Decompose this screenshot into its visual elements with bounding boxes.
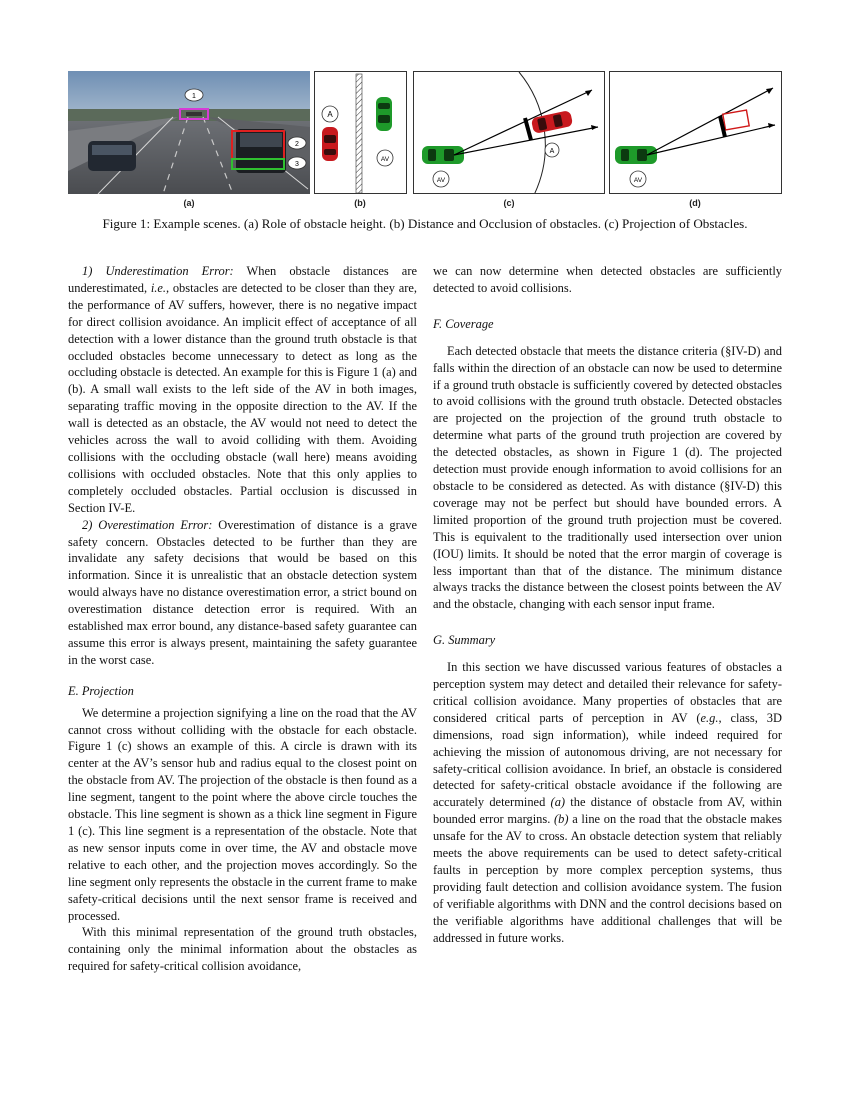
summary-paragraph: In this section we have discussed various features of obstacles a perception system may detect and detailed their relevance for safety-critical collision avoidance. Many properties of obstacles that are considered critical parts of perception in AV (e.g., class, 3D dimensions, road sign information), while indeed required for achieving the mission of autonomous driving, are not necessary for safety-critical collision avoidance. In brief, an obstacle is considered detected for safety-critical obstacle avoidance if the following are accurately determined (a) the distance of obstacle from AV, within bounded error margins. (b) a line on the road that the obstacle makes unsafe for the AV to cross. An obstacle detection system that reliably meets the above requirements can be used to detect safety-critical faults in perception by more complex perception systems, thus providing fault detection and collision avoidance system. The fusion of verifiable algorithms with DNN and the control decisions based on the verifiable algorithms have additional challenges that will be addressed in future works. <box>433 660 782 945</box>
underestimation-paragraph: 1) Underestimation Error: When obstacle distances are underestimated, i.e., obstacles are detected to be closer than they are, the performance of AV suffers, however, there is no negative impact for direct collision avoidance. An implicit effect of acceptance of all detection with a lower distance than the ground truth obstacle is that occluded obstacles become unnecessary to detect as long as the occluding obstacle is detected. An example for this is Figure 1 (a) and (b). A small wall exists to the left side of the AV in both images, separating traffic moving in the opposite direction to the AV. If the wall is detected as an obstacle, the AV would not need to detect the vehicles across the wall to avoid colliding with them. Avoiding collisions with the occluding obstacle (wall here) means avoiding collisions with occluded obstacles. Note that this only applies to completely occluded obstacles. Partial occlusion is discussed in Section IV-E. <box>68 264 417 515</box>
marker-av: AV <box>436 177 446 184</box>
marker-a: A <box>327 110 333 119</box>
figure-panel-d <box>609 71 782 194</box>
panel-label-d: (d) <box>689 198 701 208</box>
figure-caption: Figure 1: Example scenes. (a) Role of obstacle height. (b) Distance and Occlusion of obstacles. (c) Projection of Obstacles. <box>102 216 748 231</box>
coverage-paragraph: Each detected obstacle that meets the distance criteria (§IV-D) and falls within the direction of an obstacle can now be used to determine if a ground truth obstacle is sufficiently covered by detected obstacles to avoid collisions with the ground truth obstacle. Detected obstacles are projected on the projection of the ground truth obstacle to determine what parts of the ground truth projection are covered by the detected obstacles, as shown in Figure 1 (d). The projected detection must provide enough information to avoid collisions for an obstacle to be considered as detected. As with distance (§IV-D) this coverage may not be perfect but should have bounded errors. A limited proportion of the ground truth projection must be covered. This is equivalent to the traditionally used intersection over union (IOU) limits. It should be noted that the error margin of coverage is less important than that of the distance. The minimum distance always tracks the distance between the closest points between the AV and the obstacle, changing with each sensor input frame. <box>433 343 782 612</box>
section-heading-summary: G. Summary <box>433 633 496 648</box>
red-car-icon <box>531 110 573 134</box>
marker-av: AV <box>380 156 390 163</box>
projection-paragraph-2: With this minimal representation of the ground truth obstacles, containing only the minimal information about the obstacles as required for safety-critical collision avoidance, <box>68 925 417 974</box>
left-column <box>68 263 417 975</box>
red-car-icon <box>322 127 338 161</box>
coverage-diagram <box>610 72 782 194</box>
underestimation-title: 1) Underestimation Error: <box>82 264 234 278</box>
projection-diagram <box>414 72 605 194</box>
overestimation-title: 2) Overestimation Error: <box>82 517 213 532</box>
panel-label-c: (c) <box>503 198 515 208</box>
marker-av: AV <box>633 177 643 184</box>
green-car-icon <box>615 146 657 164</box>
overestimation-paragraph: 2) Overestimation Error: Overestimation of distance is a grave safety concern. Obstacles detected to be further than they are invalidate any safety decisions that would be based on this information. Since it is unrealistic that an obstacle detection system would always have no distance overestimation error, a strict bound on overestimation distance detection error is required. With an established max error bound, any distance-based safety guarantee can assume this error is always present, maintaining the safety guarantee in the worst case. <box>68 517 417 667</box>
figure-panel-a <box>68 71 310 194</box>
green-car-icon <box>422 146 464 164</box>
panel-label-a: (a) <box>183 198 195 208</box>
panel-label-b: (b) <box>354 198 366 208</box>
green-car-icon <box>376 97 392 131</box>
figure-panel-c <box>413 71 605 194</box>
continued-paragraph: we can now determine when detected obstacles are sufficiently detected to avoid collisions. <box>433 264 782 295</box>
wall-occlusion-diagram <box>315 72 407 194</box>
road-scene-image <box>68 71 310 194</box>
marker-3: 3 <box>295 161 299 168</box>
section-heading-coverage: F. Coverage <box>433 316 494 331</box>
right-column <box>433 263 782 947</box>
marker-1: 1 <box>192 93 196 100</box>
section-heading-projection: E. Projection <box>68 683 134 698</box>
figure-panel-b <box>314 71 407 194</box>
marker-a: A <box>549 148 555 155</box>
projection-paragraph-1: We determine a projection signifying a line on the road that the AV cannot cross without colliding with the obstacle for each obstacle. Figure 1 (c) shows an example of this. A circle is drawn with its center at the AV’s sensor hub and radius equal to the closest point on the obstacle from AV. The projection of the obstacle is then found as a line segment, tangent to the point where the above circle touches the obstacle. This line segment is shown as a thick line segment in Figure 1 (c). This line segment is a representation of the obstacle. Note that as new sensor inputs come in over time, the AV and obstacle move relative to each other, and the projection moves accordingly. So the line segment only represents the obstacle in the current frame to make safety-critical decisions until the next sensor frame is received and processed. <box>68 705 417 923</box>
marker-2: 2 <box>295 141 299 148</box>
